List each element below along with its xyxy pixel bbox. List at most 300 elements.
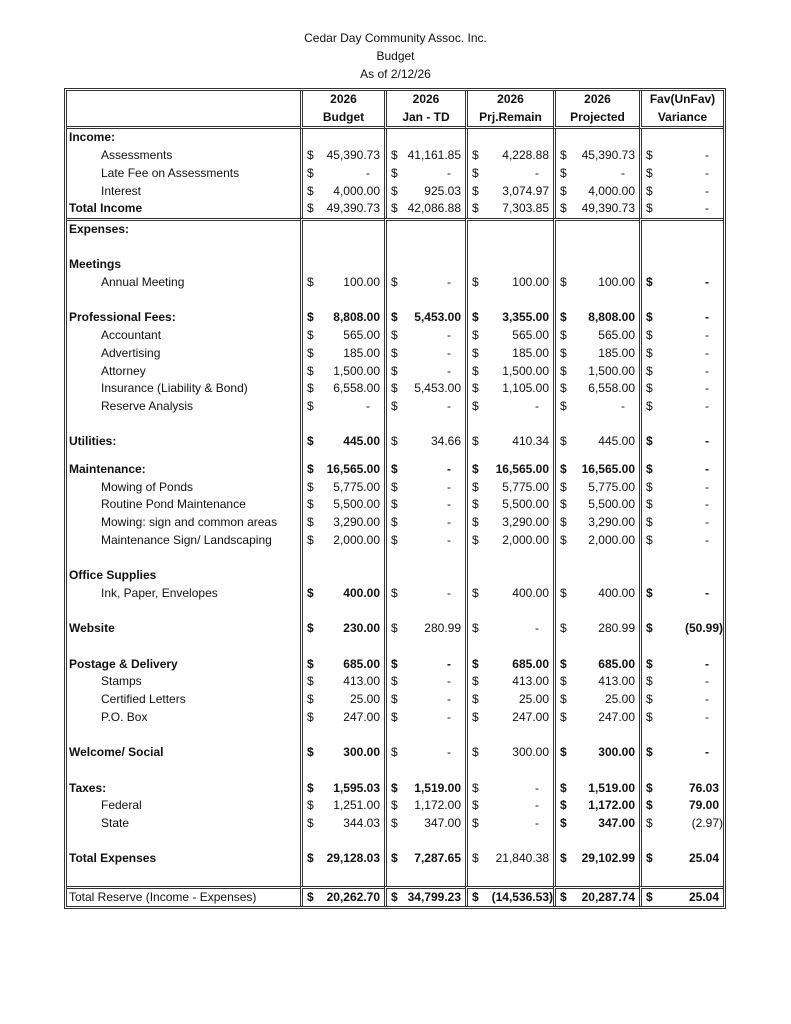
currency-symbol: $: [560, 497, 567, 512]
currency-symbol: $: [560, 780, 567, 795]
currency-symbol: $: [391, 709, 398, 724]
currency-symbol: $: [307, 310, 314, 325]
table-row: [67, 797, 723, 815]
currency-symbol: $: [307, 201, 314, 216]
cell-projected: [553, 691, 639, 709]
cell-variance: [639, 274, 723, 292]
currency-symbol: $: [307, 363, 314, 378]
empty-cell: [384, 239, 465, 257]
currency-symbol: $: [560, 363, 567, 378]
amount: 6,558.00: [333, 381, 380, 396]
currency-symbol: $: [391, 328, 398, 343]
currency-symbol: $: [307, 585, 314, 600]
cell-budget: [300, 309, 384, 327]
amount: 4,000.00: [333, 183, 380, 198]
amount: 7,303.85: [502, 201, 549, 216]
cell-variance: [639, 461, 723, 479]
row-label: Postage & Delivery: [69, 656, 178, 671]
amount: 3,290.00: [502, 515, 549, 530]
empty-cell: [300, 567, 384, 585]
amount: -: [535, 780, 539, 795]
amount: 100.00: [512, 275, 549, 290]
currency-symbol: $: [307, 798, 314, 813]
currency-symbol: $: [391, 889, 398, 904]
amount: 2,000.00: [502, 532, 549, 547]
empty-cell: [67, 239, 300, 257]
cell-jan-td: [384, 780, 465, 798]
empty-cell: [384, 603, 465, 621]
currency-symbol: $: [472, 345, 479, 360]
currency-symbol: $: [307, 851, 314, 866]
currency-symbol: $: [391, 585, 398, 600]
cell-projected: [553, 709, 639, 727]
amount: -: [447, 398, 451, 413]
amount: 410.34: [512, 434, 549, 449]
cell-jan-td: [384, 200, 465, 218]
amount: 565.00: [343, 328, 380, 343]
cell-jan-td: [384, 345, 465, 363]
currency-symbol: $: [560, 434, 567, 449]
cell-projected: [553, 656, 639, 674]
currency-symbol: $: [472, 201, 479, 216]
cell-budget: [300, 797, 384, 815]
amount: 29,102.99: [581, 851, 635, 866]
amount: 1,519.00: [414, 780, 461, 795]
currency-symbol: $: [646, 462, 653, 477]
amount: -: [447, 275, 451, 290]
currency-symbol: $: [646, 692, 653, 707]
currency-symbol: $: [472, 310, 479, 325]
cell-variance: [639, 850, 723, 868]
currency-symbol: $: [472, 816, 479, 830]
amount: 5,775.00: [333, 479, 380, 494]
currency-symbol: $: [472, 656, 479, 671]
amount: 247.00: [598, 709, 635, 724]
reserve-row: [67, 886, 723, 907]
currency-symbol: $: [472, 434, 479, 449]
cell-jan-td: [384, 709, 465, 727]
amount: 280.99: [598, 621, 635, 636]
empty-cell: [67, 638, 300, 656]
row-label: Total Reserve (Income - Expenses): [67, 886, 300, 907]
cell-jan-td: [384, 620, 465, 638]
amount: 25.04: [688, 889, 719, 904]
cell-budget: [300, 691, 384, 709]
cell-variance: [639, 165, 723, 183]
amount: 49,390.73: [581, 201, 635, 216]
currency-symbol: $: [560, 148, 567, 163]
cell-budget: [300, 433, 384, 451]
empty-cell: [384, 727, 465, 745]
currency-symbol: $: [646, 709, 653, 724]
row-label: Attorney: [101, 363, 146, 378]
budget-body: [67, 129, 723, 906]
cell-prj-remain: [465, 200, 553, 218]
empty-cell: [300, 239, 384, 257]
empty-cell: [300, 292, 384, 310]
amount: -: [447, 345, 451, 360]
budget-table: [64, 88, 726, 909]
group-row: [67, 309, 723, 327]
cell-variance: [639, 886, 723, 907]
cell-jan-td: [384, 850, 465, 868]
currency-symbol: $: [646, 328, 653, 343]
cell-prj-remain: [465, 585, 553, 603]
currency-symbol: $: [307, 621, 314, 636]
cell-prj-remain: [465, 363, 553, 381]
table-row: [67, 673, 723, 691]
empty-cell: [300, 256, 384, 274]
amount: -: [535, 165, 539, 180]
amount: -: [705, 585, 709, 600]
row-label: P.O. Box: [101, 709, 148, 724]
cell-projected: [553, 183, 639, 201]
currency-symbol: $: [646, 745, 653, 760]
cell-prj-remain: [465, 780, 553, 798]
currency-symbol: $: [646, 621, 653, 636]
amount: 185.00: [598, 345, 635, 360]
currency-symbol: $: [560, 275, 567, 290]
currency-symbol: $: [560, 816, 567, 830]
amount: (2.97): [691, 816, 723, 830]
organization-name: Cedar Day Community Assoc. Inc.: [304, 31, 487, 45]
amount: 5,775.00: [588, 479, 635, 494]
cell-budget: [300, 585, 384, 603]
currency-symbol: $: [646, 851, 653, 866]
currency-symbol: $: [307, 674, 314, 689]
cell-projected: [553, 165, 639, 183]
amount: 685.00: [598, 656, 635, 671]
cell-budget: [300, 479, 384, 497]
spacer-row: [67, 416, 723, 434]
amount: 76.03: [688, 780, 719, 795]
currency-symbol: $: [646, 798, 653, 813]
cell-jan-td: [384, 691, 465, 709]
empty-cell: [639, 868, 723, 886]
empty-cell: [465, 868, 553, 886]
row-label: State: [101, 816, 130, 830]
currency-symbol: $: [560, 585, 567, 600]
currency-symbol: $: [472, 363, 479, 378]
cell-projected: [553, 363, 639, 381]
amount: 230.00: [343, 621, 380, 636]
currency-symbol: $: [646, 780, 653, 795]
cell-jan-td: [384, 363, 465, 381]
currency-symbol: $: [646, 345, 653, 360]
cell-budget: [300, 147, 384, 165]
empty-cell: [639, 416, 723, 434]
currency-symbol: $: [646, 585, 653, 600]
cell-variance: [639, 200, 723, 218]
amount: 1,500.00: [333, 363, 380, 378]
cell-projected: [553, 461, 639, 479]
currency-symbol: $: [472, 183, 479, 198]
table-row: [67, 398, 723, 416]
empty-cell: [67, 727, 300, 745]
cell-budget: [300, 165, 384, 183]
empty-cell: [465, 762, 553, 780]
group-row: [67, 433, 723, 451]
cell-variance: [639, 514, 723, 532]
currency-symbol: $: [646, 310, 653, 325]
amount: -: [447, 328, 451, 343]
currency-symbol: $: [472, 780, 479, 795]
cell-budget: [300, 514, 384, 532]
header-row: [67, 129, 723, 147]
currency-symbol: $: [472, 692, 479, 707]
amount: 5,500.00: [333, 497, 380, 512]
currency-symbol: $: [472, 889, 479, 904]
cell-variance: [639, 620, 723, 638]
amount: 20,287.74: [581, 889, 635, 904]
amount: 42,086.88: [407, 201, 461, 216]
amount: -: [447, 479, 451, 494]
currency-symbol: $: [472, 165, 479, 180]
currency-symbol: $: [472, 745, 479, 760]
column-header-projected: 2026 Projected: [553, 91, 639, 129]
empty-cell: [639, 292, 723, 310]
cell-budget: [300, 183, 384, 201]
empty-cell: [384, 762, 465, 780]
label-column-header: [67, 91, 300, 129]
currency-symbol: $: [307, 275, 314, 290]
cell-budget: [300, 274, 384, 292]
empty-cell: [553, 638, 639, 656]
currency-symbol: $: [646, 201, 653, 216]
row-label: Late Fee on Assessments: [101, 165, 240, 180]
currency-symbol: $: [646, 183, 653, 198]
currency-symbol: $: [307, 709, 314, 724]
currency-symbol: $: [307, 889, 314, 904]
currency-symbol: $: [560, 310, 567, 325]
amount: 2,000.00: [333, 532, 380, 547]
empty-cell: [553, 218, 639, 239]
currency-symbol: $: [307, 345, 314, 360]
amount: -: [705, 745, 709, 760]
cell-jan-td: [384, 183, 465, 201]
amount: 20,262.70: [326, 889, 380, 904]
empty-cell: [465, 129, 553, 147]
amount: -: [705, 497, 709, 512]
cell-budget: [300, 886, 384, 907]
currency-symbol: $: [307, 692, 314, 707]
currency-symbol: $: [472, 462, 479, 477]
table-row: [67, 183, 723, 201]
cell-projected: [553, 585, 639, 603]
currency-symbol: $: [646, 381, 653, 396]
empty-cell: [553, 451, 639, 461]
empty-cell: [67, 833, 300, 851]
currency-symbol: $: [646, 275, 653, 290]
currency-symbol: $: [646, 398, 653, 413]
amount: 280.99: [424, 621, 461, 636]
currency-symbol: $: [307, 434, 314, 449]
table-row: [67, 345, 723, 363]
currency-symbol: $: [560, 709, 567, 724]
column-header-budget: 2026 Budget: [300, 91, 384, 129]
currency-symbol: $: [646, 165, 653, 180]
cell-jan-td: [384, 274, 465, 292]
currency-symbol: $: [391, 621, 398, 636]
amount: 25.04: [688, 851, 719, 866]
amount: (14,536.53): [491, 889, 553, 904]
empty-cell: [384, 638, 465, 656]
currency-symbol: $: [646, 674, 653, 689]
amount: 1,105.00: [502, 381, 549, 396]
amount: 1,500.00: [588, 363, 635, 378]
cell-prj-remain: [465, 850, 553, 868]
empty-cell: [300, 416, 384, 434]
cell-jan-td: [384, 309, 465, 327]
amount: 34,799.23: [407, 889, 461, 904]
empty-cell: [553, 256, 639, 274]
currency-symbol: $: [391, 363, 398, 378]
cell-projected: [553, 274, 639, 292]
empty-cell: [300, 762, 384, 780]
currency-symbol: $: [472, 479, 479, 494]
amount: 2,000.00: [588, 532, 635, 547]
amount: 565.00: [598, 328, 635, 343]
empty-cell: [465, 603, 553, 621]
amount: 185.00: [343, 345, 380, 360]
currency-symbol: $: [391, 165, 398, 180]
amount: -: [447, 585, 451, 600]
currency-symbol: $: [391, 479, 398, 494]
row-label: Reserve Analysis: [101, 398, 194, 413]
amount: -: [447, 515, 451, 530]
amount: 6,558.00: [588, 381, 635, 396]
amount: -: [705, 656, 709, 671]
currency-symbol: $: [472, 532, 479, 547]
cell-jan-td: [384, 147, 465, 165]
cell-projected: [553, 744, 639, 762]
currency-symbol: $: [391, 148, 398, 163]
amount: 565.00: [512, 328, 549, 343]
cell-budget: [300, 815, 384, 833]
cell-variance: [639, 691, 723, 709]
currency-symbol: $: [560, 692, 567, 707]
currency-symbol: $: [646, 656, 653, 671]
spacer-row: [67, 451, 723, 461]
cell-jan-td: [384, 380, 465, 398]
cell-budget: [300, 709, 384, 727]
cell-prj-remain: [465, 673, 553, 691]
cell-projected: [553, 398, 639, 416]
empty-cell: [384, 256, 465, 274]
empty-cell: [300, 550, 384, 568]
row-label: Expenses:: [67, 218, 300, 239]
amount: -: [705, 363, 709, 378]
currency-symbol: $: [560, 183, 567, 198]
column-header-row: [67, 91, 723, 129]
cell-prj-remain: [465, 691, 553, 709]
currency-symbol: $: [560, 165, 567, 180]
column-header-jan-td: 2026 Jan - TD: [384, 91, 465, 129]
empty-cell: [465, 239, 553, 257]
amount: 45,390.73: [326, 148, 380, 163]
amount: 16,565.00: [581, 462, 635, 477]
currency-symbol: $: [307, 515, 314, 530]
cell-prj-remain: [465, 479, 553, 497]
empty-cell: [300, 868, 384, 886]
currency-symbol: $: [307, 183, 314, 198]
amount: 247.00: [343, 709, 380, 724]
cell-projected: [553, 479, 639, 497]
cell-jan-td: [384, 585, 465, 603]
currency-symbol: $: [391, 532, 398, 547]
currency-symbol: $: [472, 709, 479, 724]
currency-symbol: $: [560, 381, 567, 396]
amount: 1,519.00: [588, 780, 635, 795]
currency-symbol: $: [646, 532, 653, 547]
cell-projected: [553, 433, 639, 451]
currency-symbol: $: [391, 816, 398, 830]
cell-projected: [553, 200, 639, 218]
amount: -: [621, 165, 625, 180]
amount: 1,500.00: [502, 363, 549, 378]
cell-variance: [639, 673, 723, 691]
header-row: [67, 567, 723, 585]
amount: 5,775.00: [502, 479, 549, 494]
amount: 300.00: [343, 745, 380, 760]
amount: 400.00: [343, 585, 380, 600]
amount: 3,290.00: [333, 515, 380, 530]
currency-symbol: $: [307, 148, 314, 163]
currency-symbol: $: [307, 462, 314, 477]
currency-symbol: $: [560, 798, 567, 813]
cell-variance: [639, 656, 723, 674]
currency-symbol: $: [391, 692, 398, 707]
amount: 685.00: [512, 656, 549, 671]
cell-prj-remain: [465, 309, 553, 327]
cell-budget: [300, 380, 384, 398]
cell-budget: [300, 200, 384, 218]
cell-variance: [639, 327, 723, 345]
empty-cell: [553, 239, 639, 257]
currency-symbol: $: [391, 798, 398, 813]
empty-cell: [553, 550, 639, 568]
cell-budget: [300, 850, 384, 868]
amount: 925.03: [424, 183, 461, 198]
amount: 100.00: [598, 275, 635, 290]
cell-budget: [300, 656, 384, 674]
cell-variance: [639, 585, 723, 603]
amount: 400.00: [512, 585, 549, 600]
empty-cell: [384, 833, 465, 851]
amount: 49,390.73: [326, 201, 380, 216]
cell-variance: [639, 780, 723, 798]
amount: 5,500.00: [502, 497, 549, 512]
empty-cell: [384, 292, 465, 310]
cell-projected: [553, 620, 639, 638]
currency-symbol: $: [560, 532, 567, 547]
cell-variance: [639, 380, 723, 398]
cell-projected: [553, 673, 639, 691]
cell-projected: [553, 327, 639, 345]
table-row: [67, 691, 723, 709]
empty-cell: [465, 416, 553, 434]
row-label: Maintenance:: [69, 462, 146, 477]
amount: 21,840.38: [495, 851, 549, 866]
currency-symbol: $: [307, 532, 314, 547]
empty-cell: [639, 218, 723, 239]
row-label: Routine Pond Maintenance: [101, 497, 246, 512]
currency-symbol: $: [391, 462, 398, 477]
empty-cell: [639, 638, 723, 656]
currency-symbol: $: [560, 621, 567, 636]
amount: 7,287.65: [414, 851, 461, 866]
cell-projected: [553, 815, 639, 833]
